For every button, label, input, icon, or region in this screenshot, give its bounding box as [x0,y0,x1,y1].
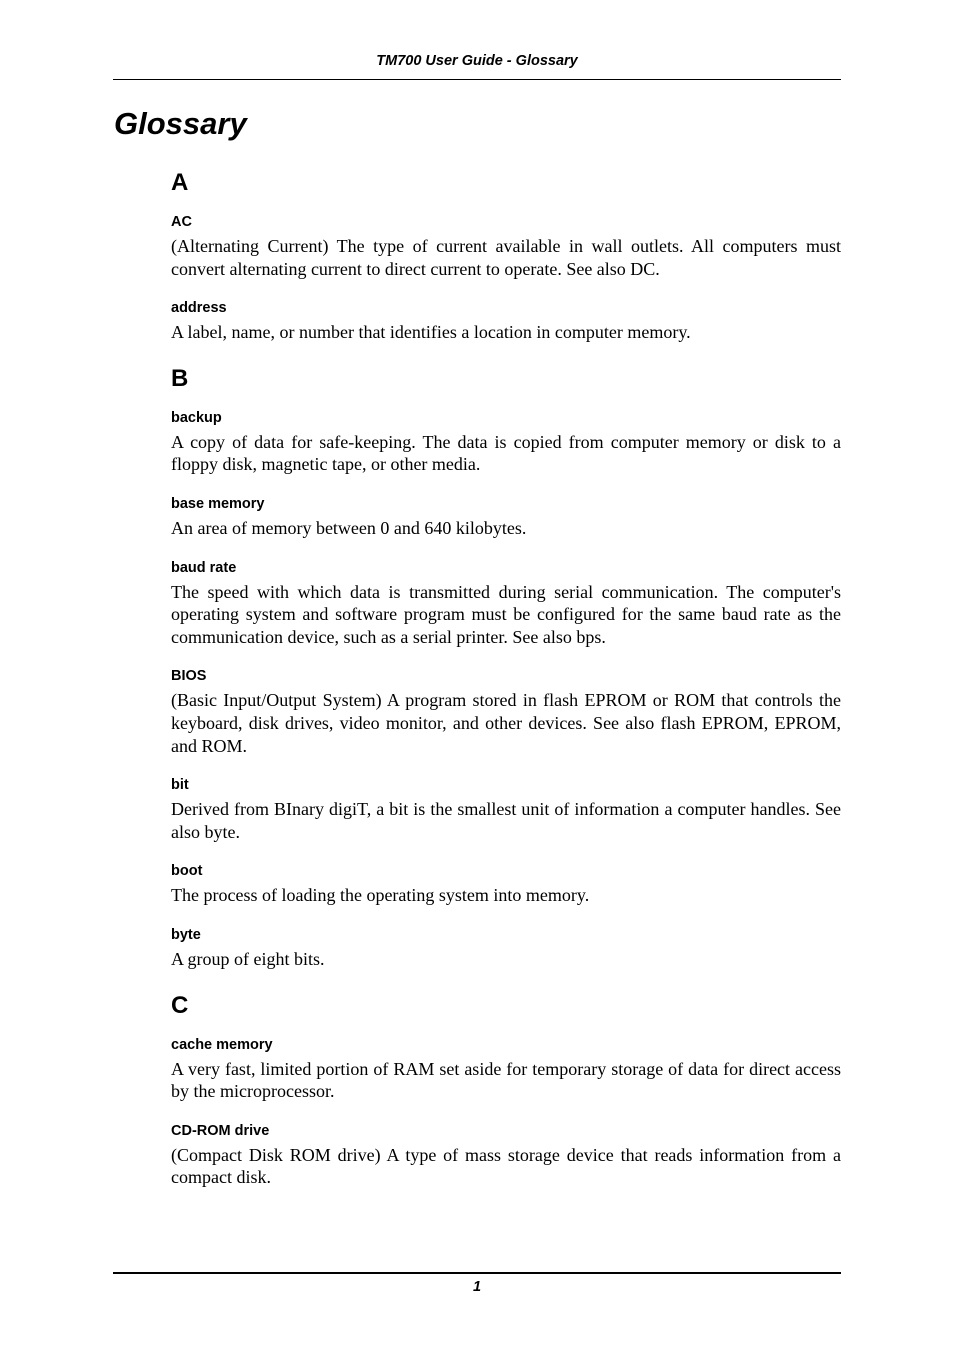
glossary-definition: A very fast, limited portion of RAM set aside for temporary storage of data for direct access by the microprocessor. [171,1058,841,1102]
glossary-entry [171,299,841,344]
glossary-section-b [171,363,841,971]
glossary-definition: The process of loading the operating system into memory. [171,885,590,906]
glossary-definition: (Alternating Current) The type of current available in wall outlets. All computers must convert alternating current to direct current to operate. See also DC. [171,236,841,279]
glossary-term: baud rate [171,559,237,576]
glossary-term: CD-ROM drive [171,1122,270,1139]
glossary-term: address [171,300,227,317]
footer-divider [113,1272,841,1274]
glossary-entry [171,1036,841,1103]
glossary-entry [171,926,841,971]
glossary-entry [171,776,841,843]
glossary-definition: A group of eight bits. [171,948,325,969]
glossary-term: cache memory [171,1036,273,1053]
glossary-term: BIOS [171,668,207,685]
glossary-term: AC [171,214,192,230]
glossary-entry [171,1122,841,1189]
glossary-definition: An area of memory between 0 and 640 kilobytes. [171,517,527,538]
glossary-entry [171,559,841,649]
glossary-section-c [171,990,841,1189]
glossary-term: boot [171,863,203,880]
glossary-term: base memory [171,495,265,512]
glossary-content [171,167,841,1208]
glossary-definition: A copy of data for safe-keeping. The data is copied from computer memory or disk to a floppy disk, magnetic tape, or other media. [171,431,841,475]
glossary-entry [171,667,841,757]
glossary-definition: A label, name, or number that identifies a location in computer memory. [171,322,691,343]
glossary-definition: (Basic Input/Output System) A program stored in flash EPROM or ROM that controls the keyboard, disk drives, video monitor, and other devices. See also flash EPROM, EPROM, and ROM. [171,690,841,756]
glossary-definition: Derived from BInary digiT, a bit is the smallest unit of information a computer handles. See also byte. [171,799,841,842]
section-letter: B [171,364,189,392]
glossary-entry [171,213,841,280]
glossary-term: bit [171,777,189,794]
glossary-definition: (Compact Disk ROM drive) A type of mass storage device that reads information from a compact disk. [171,1144,841,1188]
section-letter: C [171,991,189,1019]
document-page [113,0,841,1351]
glossary-entry [171,409,841,476]
running-header: TM700 User Guide - Glossary [376,53,578,69]
section-letter: A [171,169,189,196]
glossary-definition: The speed with which data is transmitted during serial communication. The computer's operating system and software program must be configured for the same baud rate as the communication device, such as a serial printer. See also bps. [171,581,841,647]
page-title: Glossary [114,106,247,141]
glossary-term: backup [171,409,222,426]
glossary-entry [171,495,841,540]
glossary-section-a [171,167,841,344]
page-number: 1 [472,1279,482,1295]
glossary-term: byte [171,926,201,943]
header-divider [113,79,841,80]
glossary-entry [171,862,841,907]
